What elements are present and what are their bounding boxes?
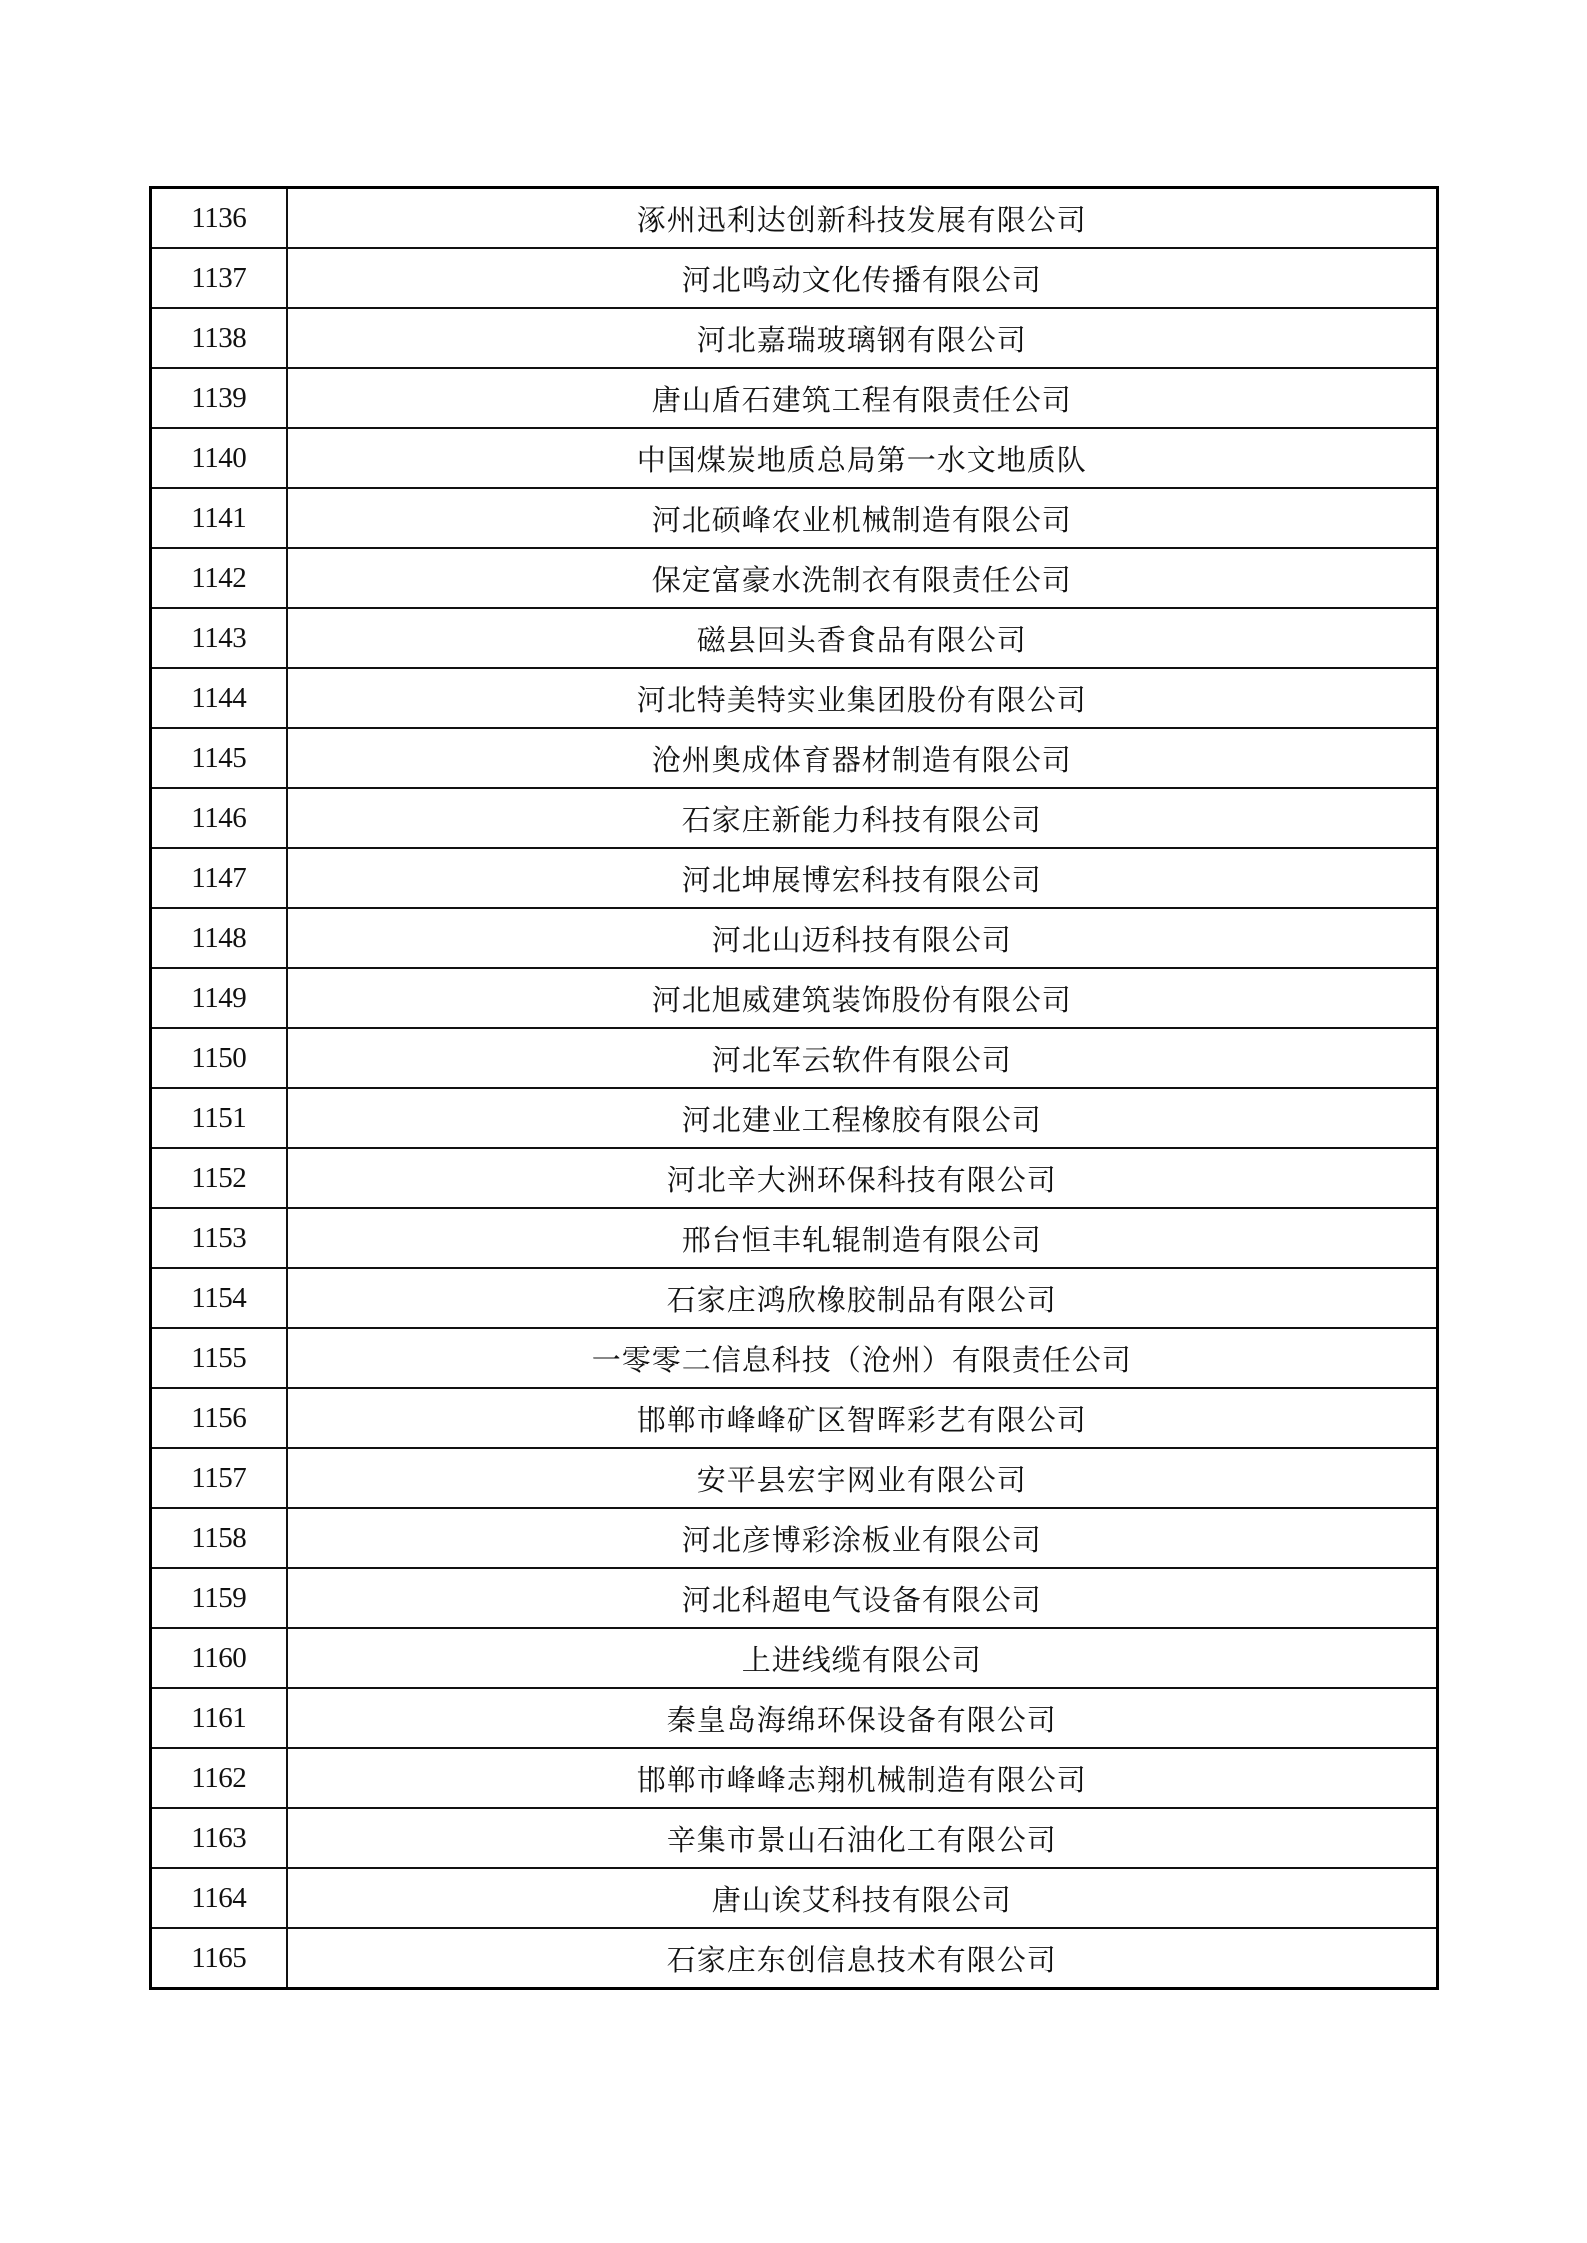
row-number: 1137	[151, 248, 287, 308]
row-number: 1141	[151, 488, 287, 548]
table-row	[151, 1088, 1438, 1148]
row-number: 1143	[151, 608, 287, 668]
company-name: 沧州奥成体育器材制造有限公司	[287, 728, 1438, 788]
company-name: 河北科超电气设备有限公司	[287, 1568, 1438, 1628]
table-row	[151, 548, 1438, 608]
row-number: 1153	[151, 1208, 287, 1268]
company-name: 河北特美特实业集团股份有限公司	[287, 668, 1438, 728]
table-row	[151, 668, 1438, 728]
company-name: 唐山诶艾科技有限公司	[287, 1868, 1438, 1928]
table-row	[151, 1688, 1438, 1748]
row-number: 1150	[151, 1028, 287, 1088]
row-number: 1157	[151, 1448, 287, 1508]
table-row	[151, 308, 1438, 368]
table-row	[151, 1448, 1438, 1508]
row-number: 1163	[151, 1808, 287, 1868]
company-name: 河北军云软件有限公司	[287, 1028, 1438, 1088]
row-number: 1152	[151, 1148, 287, 1208]
table-row	[151, 488, 1438, 548]
company-name: 安平县宏宇网业有限公司	[287, 1448, 1438, 1508]
table-row	[151, 1028, 1438, 1088]
row-number: 1148	[151, 908, 287, 968]
company-name: 邯郸市峰峰志翔机械制造有限公司	[287, 1748, 1438, 1808]
company-name: 河北山迈科技有限公司	[287, 908, 1438, 968]
company-name: 保定富豪水洗制衣有限责任公司	[287, 548, 1438, 608]
row-number: 1138	[151, 308, 287, 368]
table-row	[151, 1388, 1438, 1448]
row-number: 1160	[151, 1628, 287, 1688]
company-name: 河北鸣动文化传播有限公司	[287, 248, 1438, 308]
table-row	[151, 968, 1438, 1028]
company-list-body	[151, 188, 1438, 1989]
row-number: 1145	[151, 728, 287, 788]
company-name: 石家庄新能力科技有限公司	[287, 788, 1438, 848]
row-number: 1164	[151, 1868, 287, 1928]
company-name: 邯郸市峰峰矿区智晖彩艺有限公司	[287, 1388, 1438, 1448]
company-name: 河北建业工程橡胶有限公司	[287, 1088, 1438, 1148]
table-row	[151, 1748, 1438, 1808]
company-name: 上进线缆有限公司	[287, 1628, 1438, 1688]
table-row	[151, 1268, 1438, 1328]
company-name: 河北辛大洲环保科技有限公司	[287, 1148, 1438, 1208]
company-name: 中国煤炭地质总局第一水文地质队	[287, 428, 1438, 488]
row-number: 1156	[151, 1388, 287, 1448]
company-name: 一零零二信息科技（沧州）有限责任公司	[287, 1328, 1438, 1388]
company-name: 石家庄东创信息技术有限公司	[287, 1928, 1438, 1989]
company-list-table	[149, 186, 1439, 1990]
company-name: 石家庄鸿欣橡胶制品有限公司	[287, 1268, 1438, 1328]
row-number: 1165	[151, 1928, 287, 1989]
table-row	[151, 1508, 1438, 1568]
table-row	[151, 1628, 1438, 1688]
table-row	[151, 728, 1438, 788]
row-number: 1154	[151, 1268, 287, 1328]
company-name: 唐山盾石建筑工程有限责任公司	[287, 368, 1438, 428]
table-row	[151, 908, 1438, 968]
company-name: 河北旭威建筑装饰股份有限公司	[287, 968, 1438, 1028]
table-row	[151, 1928, 1438, 1989]
table-row	[151, 1328, 1438, 1388]
company-name: 辛集市景山石油化工有限公司	[287, 1808, 1438, 1868]
company-name: 涿州迅利达创新科技发展有限公司	[287, 188, 1438, 249]
table-row	[151, 1148, 1438, 1208]
table-row	[151, 1208, 1438, 1268]
company-name: 秦皇岛海绵环保设备有限公司	[287, 1688, 1438, 1748]
company-name: 河北彦博彩涂板业有限公司	[287, 1508, 1438, 1568]
row-number: 1147	[151, 848, 287, 908]
company-name: 河北坤展博宏科技有限公司	[287, 848, 1438, 908]
table-row	[151, 608, 1438, 668]
table-row	[151, 368, 1438, 428]
company-name: 邢台恒丰轧辊制造有限公司	[287, 1208, 1438, 1268]
row-number: 1140	[151, 428, 287, 488]
company-name: 磁县回头香食品有限公司	[287, 608, 1438, 668]
row-number: 1139	[151, 368, 287, 428]
table-row	[151, 848, 1438, 908]
row-number: 1149	[151, 968, 287, 1028]
row-number: 1151	[151, 1088, 287, 1148]
company-name: 河北嘉瑞玻璃钢有限公司	[287, 308, 1438, 368]
row-number: 1146	[151, 788, 287, 848]
table-row	[151, 1568, 1438, 1628]
row-number: 1155	[151, 1328, 287, 1388]
company-name: 河北硕峰农业机械制造有限公司	[287, 488, 1438, 548]
row-number: 1161	[151, 1688, 287, 1748]
row-number: 1144	[151, 668, 287, 728]
table-row	[151, 788, 1438, 848]
row-number: 1142	[151, 548, 287, 608]
row-number: 1159	[151, 1568, 287, 1628]
table-row	[151, 1868, 1438, 1928]
row-number: 1158	[151, 1508, 287, 1568]
row-number: 1136	[151, 188, 287, 249]
table-row	[151, 188, 1438, 249]
table-row	[151, 428, 1438, 488]
row-number: 1162	[151, 1748, 287, 1808]
table-row	[151, 248, 1438, 308]
table-row	[151, 1808, 1438, 1868]
